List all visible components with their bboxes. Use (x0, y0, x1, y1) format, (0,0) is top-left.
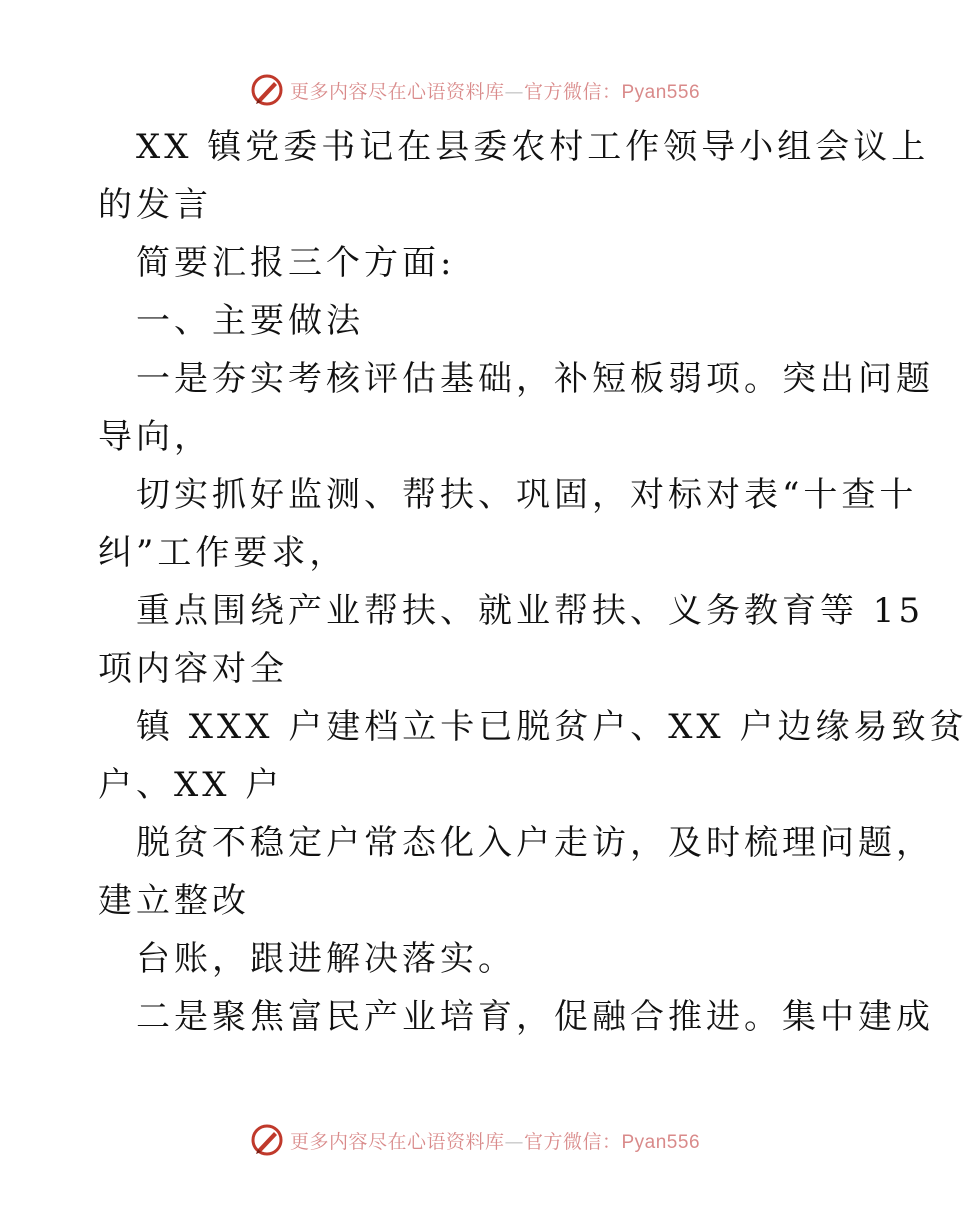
document-line: 建立整改 (98, 881, 250, 921)
document-line: 户、XX 户 (98, 765, 284, 805)
header-banner (0, 70, 950, 110)
document-line: 镇 XXX 户建档立卡已脱贫户、XX 户边缘易致贫 (136, 707, 967, 747)
document-line: 导向， (98, 417, 212, 457)
document-line: XX 镇党委书记在县委农村工作领导小组会议上 (136, 127, 930, 167)
pen-logo-icon (250, 1123, 284, 1157)
banner-prefix: 更多内容尽在心语资料库 (289, 1130, 505, 1153)
document-line: 台账，跟进解决落实。 (136, 939, 516, 979)
banner-prefix: 更多内容尽在心语资料库 (289, 80, 505, 103)
banner-id: Pyan556 (621, 1131, 701, 1153)
document-line: 项内容对全 (98, 649, 288, 689)
banner-dash: — (504, 80, 524, 103)
document-line: 纠”工作要求， (98, 533, 348, 573)
document-line: 切实抓好监测、帮扶、巩固，对标对表“十查十 (136, 475, 918, 515)
document-line: 简要汇报三个方面: (136, 243, 456, 283)
document-line: 脱贫不稳定户常态化入户走访，及时梳理问题， (136, 823, 934, 863)
document-line: 二是聚焦富民产业培育，促融合推进。集中建成 (136, 997, 934, 1037)
banner-dash: — (504, 1130, 524, 1153)
footer-banner (0, 1120, 950, 1160)
document-line: 一是夯实考核评估基础，补短板弱项。突出问题 (136, 359, 934, 399)
document-body (98, 118, 967, 1046)
banner-text (290, 1127, 700, 1154)
pen-logo-icon (250, 73, 284, 107)
document-line: 的发言 (98, 185, 212, 225)
banner-middle: 官方微信： (523, 1130, 622, 1153)
document-line: 一、主要做法 (136, 301, 364, 341)
banner-text (290, 77, 700, 104)
document-line: 重点围绕产业帮扶、就业帮扶、义务教育等 15 (136, 591, 925, 631)
banner-middle: 官方微信： (523, 80, 622, 103)
banner-id: Pyan556 (621, 81, 701, 103)
